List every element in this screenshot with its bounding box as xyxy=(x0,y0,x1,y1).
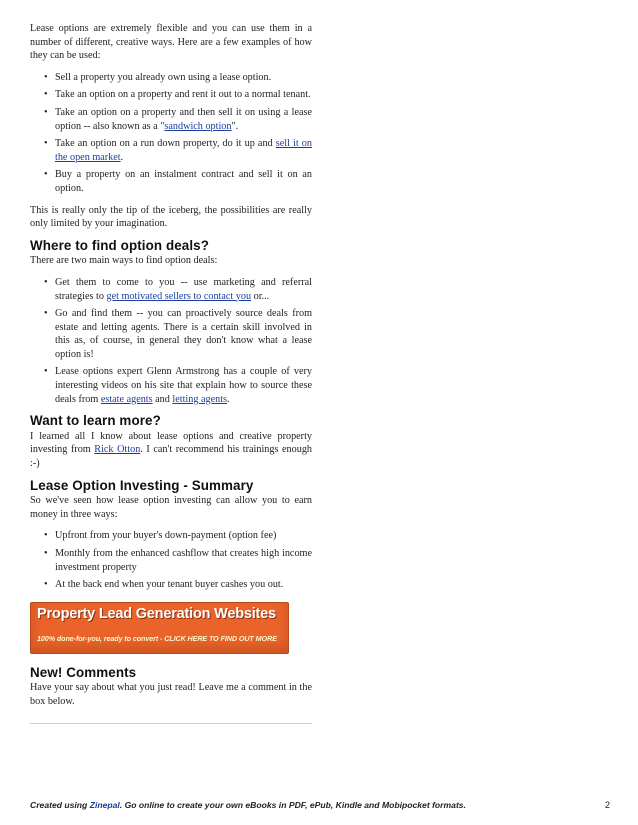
estate-agents-link[interactable]: estate agents xyxy=(100,393,153,405)
tip-paragraph: This is really only the tip of the iceberg, the possibilities are really only limited by your imagination. xyxy=(30,204,312,230)
list-item xyxy=(55,71,312,85)
zinepal-link[interactable]: Zinepal xyxy=(89,800,120,810)
where-heading: Where to find option deals? xyxy=(30,237,210,253)
comments-paragraph: Have your say about what you just read! Leave me a comment in the box below. xyxy=(30,682,312,707)
list-item-text: Get them to come to you -- use marketing and referral strategies to xyxy=(55,276,312,302)
footer-text: . Go online to create your own eBooks in PDF, ePub, Kindle and Mobipocket formats. xyxy=(119,800,466,810)
footer xyxy=(30,800,610,810)
list-item-text: Take an option on a run down property, do it up and xyxy=(55,138,276,150)
learn-paragraph xyxy=(30,430,312,471)
page-number: 2 xyxy=(604,800,610,810)
list-item xyxy=(55,365,312,406)
list-item-text: Go and find them -- you can proactively source deals from estate and letting agents. There is a certain skill involved in this as, of course, in general they don't know what a lease option is! xyxy=(55,308,312,360)
letting-agents-link[interactable]: letting agents xyxy=(172,393,228,405)
list-item xyxy=(55,88,312,102)
list-item-text: Take an option on a property and then sell it on using a lease option -- also known as a " xyxy=(55,106,312,132)
list-item xyxy=(55,529,312,543)
uses-list xyxy=(30,71,312,196)
list-item-text: Take an option on a property and rent it out to a normal tenant. xyxy=(55,89,311,101)
article-body xyxy=(30,22,312,724)
banner-title: Property Lead Generation Websites xyxy=(37,605,276,622)
banner-subtitle: 100% done-for-you, ready to convert - CLICK HERE TO FIND OUT MORE xyxy=(37,633,277,643)
intro-paragraph: Lease options are extremely flexible and you can use them in a number of different, creative ways. Here are a few examples of how they can be used: xyxy=(30,23,312,62)
list-item-text: ". xyxy=(231,120,239,132)
footer-text: Created using xyxy=(30,800,90,810)
summary-list xyxy=(30,529,312,591)
where-list xyxy=(30,276,312,406)
list-item-text: . xyxy=(120,151,124,163)
list-item-text: Upfront from your buyer's down-payment (option fee) xyxy=(55,530,277,542)
list-item-text: Buy a property on an instalment contract and sell it on an option. xyxy=(55,169,312,194)
sandwich-option-link[interactable]: sandwich option xyxy=(164,120,232,132)
lead-generation-banner[interactable] xyxy=(30,602,289,654)
learn-heading: Want to learn more? xyxy=(30,413,161,429)
list-item xyxy=(55,137,312,164)
divider xyxy=(30,723,312,724)
summary-intro: So we've seen how lease option investing can allow you to earn money in three ways: xyxy=(30,495,312,520)
list-item xyxy=(55,276,312,303)
list-item xyxy=(55,106,312,133)
list-item-text: At the back end when your tenant buyer cashes you out. xyxy=(55,579,284,591)
sell-open-market-link[interactable]: sell it on the open market xyxy=(55,138,312,163)
summary-heading: Lease Option Investing - Summary xyxy=(30,477,254,493)
list-item-text: or... xyxy=(251,290,270,302)
motivated-sellers-link[interactable]: get motivated sellers to contact you xyxy=(106,290,252,302)
list-item-text: . xyxy=(227,393,230,405)
comments-heading: New! Comments xyxy=(30,664,137,680)
list-item-text: Sell a property you already own using a lease option. xyxy=(55,71,272,83)
list-item xyxy=(55,547,312,574)
list-item-text: Monthly from the enhanced cashflow that creates high income investment property xyxy=(55,548,312,573)
rick-otton-link[interactable]: Rick Otton xyxy=(94,444,141,456)
list-item xyxy=(55,578,312,592)
where-intro: There are two main ways to find option deals: xyxy=(30,255,218,267)
list-item-text: and xyxy=(152,393,173,405)
list-item xyxy=(55,168,312,195)
list-item-text: Lease options expert Glenn Armstrong has a couple of very interesting videos on his site that explain how to source these deals from xyxy=(55,366,312,405)
learn-text: I learned all I know about lease options and creative property investing from xyxy=(30,430,312,456)
list-item xyxy=(55,307,312,361)
learn-text: . I can't recommend his trainings enough :-) xyxy=(30,444,313,470)
